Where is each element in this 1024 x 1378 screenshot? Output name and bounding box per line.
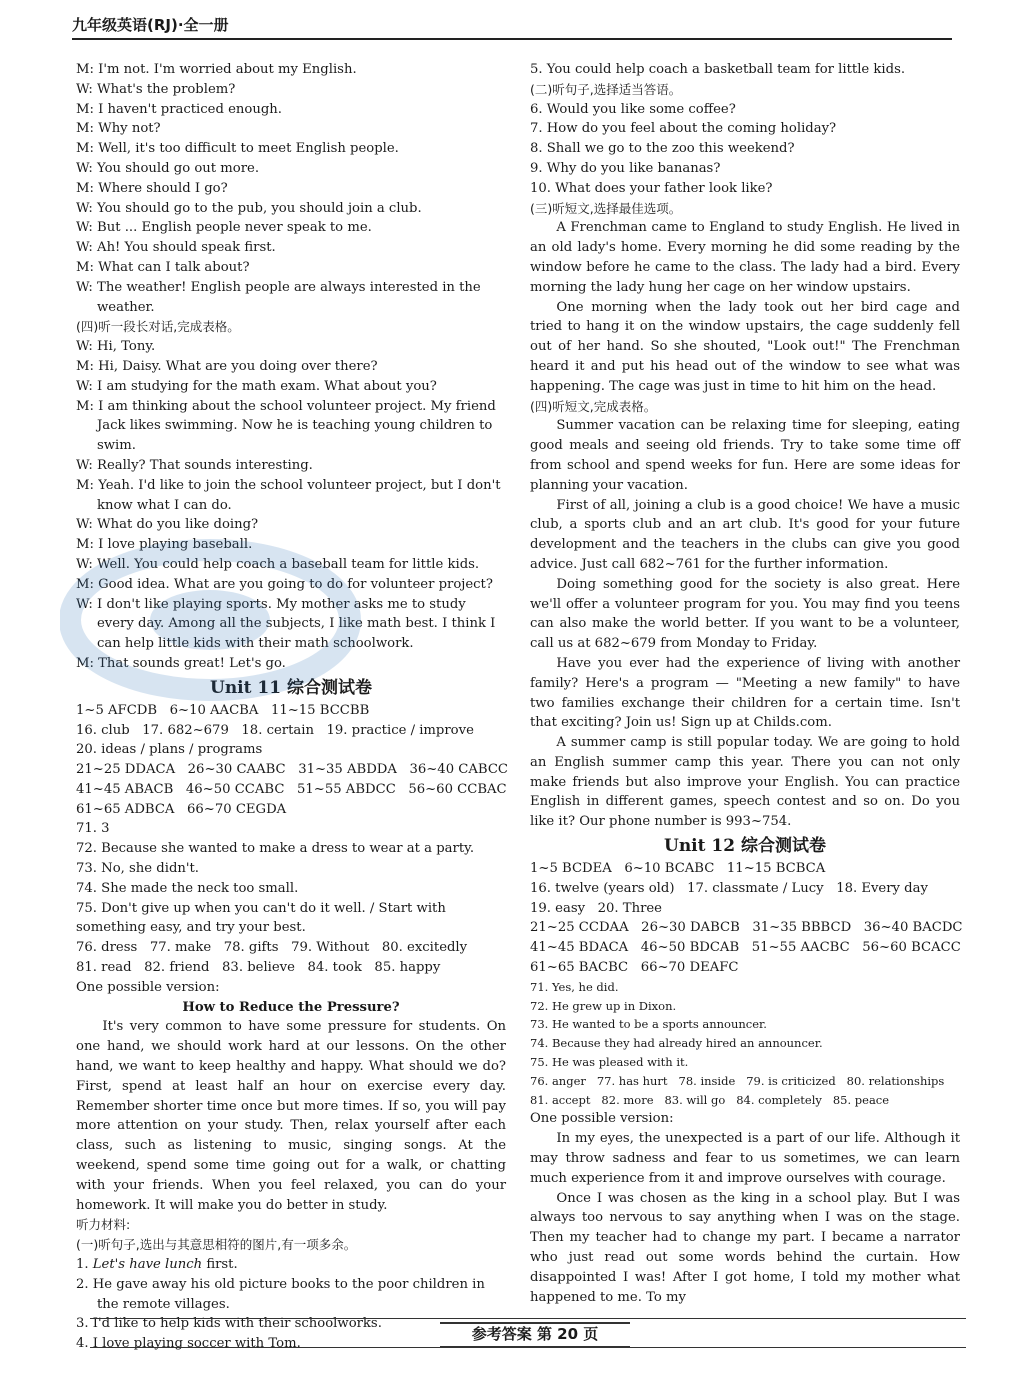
essay-paragraph: In my eyes, the unexpected is a part of our life. Although it may throw sadness and fear to us sometimes, we can learn much experience from it and improve ourselves with courage. xyxy=(530,1131,960,1186)
answer-line: 76. dress 77. make 78. gifts 79. Without 80. excitedly xyxy=(76,940,468,956)
listening-sentence: 5. You could help coach a basketball team for little kids. xyxy=(530,62,906,77)
answer-line: 71. 3 xyxy=(76,821,110,837)
essay-paragraph: It's very common to have some pressure for students. On one hand, we should work hard at our lessons. On the other hand, we want to keep healthy and happy. What should we do? First, spend at least half an hour on exercise every day. Remember shorter time once but more times. If so, you will pay more attention on your study. Then, relax yourself after each class, such as listening to music, singing songs. At the weekend, spend some time going out for a walk, or chatting with your friends. When you feel relaxed, you can do your homework. It will make you do better in study. xyxy=(76,1019,506,1213)
answer-line: 21~25 CCDAA 26~30 DABCB 31~35 BBBCD 36~40 BACDC xyxy=(530,920,963,936)
dialogue-line: M: Yeah. I'd like to join the school volunteer project, but I don't know what I can do. xyxy=(76,477,501,513)
dialogue-1 xyxy=(76,60,506,317)
dialogue-line: W: You should go out more. xyxy=(76,160,260,176)
answer-line: 75. Don't give up when you can't do it well. / Start with something easy, and try your best. xyxy=(76,900,446,936)
dialogue-line: W: I don't like playing sports. My mother asks me to study every day. Among all the subjects, I like math best. I think I can help little kids with their math schoolwork. xyxy=(76,596,496,652)
answer-line: 72. He grew up in Dixon. xyxy=(530,998,677,1013)
section-heading: (二)听句子,选择适当答语。 xyxy=(530,81,682,97)
dialogue-line: W: The weather! English people are always interested in the weather. xyxy=(76,279,481,315)
dialogue-line: M: I'm not. I'm worried about my English. xyxy=(76,62,357,77)
dialogue-line: M: I love playing baseball. xyxy=(76,537,253,553)
answer-line: 1~5 BCDEA 6~10 BCABC 11~15 BCBCA xyxy=(530,861,826,877)
answer-line: 1~5 AFCDB 6~10 AACBA 11~15 BCCBB xyxy=(76,702,370,718)
answer-line: 19. easy 20. Three xyxy=(530,900,662,916)
answer-line: 71. Yes, he did. xyxy=(530,979,619,994)
sentence-number: 1. xyxy=(76,1257,93,1273)
dialogue-line: M: Where should I go? xyxy=(76,180,228,196)
answer-line: 73. No, she didn't. xyxy=(76,861,199,877)
left-column xyxy=(76,60,509,1354)
dialogue-line: M: Well, it's too difficult to meet English people. xyxy=(76,141,399,157)
sentence-italic: Let's have lunch xyxy=(92,1257,203,1273)
section-heading: (三)听短文,选择最佳选项。 xyxy=(530,200,682,216)
header-rule xyxy=(72,38,952,40)
answer-line: 74. Because they had already hired an announcer. xyxy=(530,1036,823,1051)
passage-paragraph: A summer camp is still popular today. We are going to hold an English summer camp this year. There you can not only make friends but also improve your English. You can practice English in different games, speech contest and so on. Do you like it? Our phone number is 993~754. xyxy=(530,735,960,830)
dialogue-line: W: What do you like doing? xyxy=(76,517,259,533)
listening-sentence: 3. I'd like to help kids with their schoolworks. xyxy=(76,1316,382,1332)
dialogue-line: W: Really? That sounds interesting. xyxy=(76,457,313,473)
answer-line: 81. read 82. friend 83. believe 84. took 85. happy xyxy=(76,960,441,976)
answer-line: 74. She made the neck too small. xyxy=(76,880,299,896)
question-line: 10. What does your father look like? xyxy=(530,180,773,196)
one-possible-version: One possible version: xyxy=(530,1111,674,1127)
answer-line: 81. accept 82. more 83. will go 84. completely 85. peace xyxy=(530,1092,890,1107)
page-header: 九年级英语(RJ)·全一册 xyxy=(72,16,229,34)
answer-line: 61~65 ADBCA 66~70 CEGDA xyxy=(76,801,287,817)
answer-line: 20. ideas / plans / programs xyxy=(76,742,263,758)
dialogue-line: W: Well. You could help coach a baseball team for little kids. xyxy=(76,556,480,572)
dialogue-line: W: You should go to the pub, you should join a club. xyxy=(76,200,422,216)
unit-12-answers xyxy=(530,859,963,978)
essay-paragraph: Once I was chosen as the king in a school play. But I was always too nervous to say anything when I was on the stage. Then my teacher had to change my part. I became a narrator who just read out some words behind the curtain. How disappointed I was! After I got home, I told my mother what happened to me. To my xyxy=(530,1190,960,1305)
dialogue-2 xyxy=(76,337,506,674)
answer-line: 61~65 BACBC 66~70 DEAFC xyxy=(530,960,739,976)
passage-paragraph: Have you ever had the experience of living with another family? Here's a program — "Meeting a new family" to have two families exchange their children for a certain time. Isn't that exciting? Join us! Sign up at Childs.com. xyxy=(530,655,960,731)
passage-paragraph: A Frenchman came to England to study English. He lived in an old lady's home. Every morning he did some reading by the window before he came to the class. The lady had a bird. Every morning the lady hung her cage on her window upstairs. xyxy=(530,220,960,295)
sentence-suffix: first. xyxy=(202,1257,238,1273)
dialogue-line: W: I am studying for the math exam. What about you? xyxy=(76,378,437,394)
dialogue-line: M: Hi, Daisy. What are you doing over there? xyxy=(76,358,378,374)
listening-sentence: 4. I love playing soccer with Tom. xyxy=(76,1336,301,1352)
dialogue-line: M: Why not? xyxy=(76,121,161,137)
question-line: 7. How do you feel about the coming holiday? xyxy=(530,121,837,137)
answer-line: 41~45 BDACA 46~50 BDCAB 51~55 AACBC 56~60 BCACC xyxy=(530,940,961,956)
dialogue-line: M: I am thinking about the school volunteer project. My friend Jack likes swimming. Now he is teaching young children to swim. xyxy=(76,398,496,454)
dialogue-line: M: Good idea. What are you going to do for volunteer project? xyxy=(76,576,493,592)
dialogue-line: W: What's the problem? xyxy=(76,81,236,97)
answer-line: 72. Because she wanted to make a dress to wear at a party. xyxy=(76,841,475,857)
unit-11-answers xyxy=(76,701,509,998)
dialogue-line: W: Ah! You should speak first. xyxy=(76,240,276,256)
answer-line: 21~25 DDACA 26~30 CAABC 31~35 ABDDA 36~40 CABCC xyxy=(76,762,509,778)
page-footer: 参考答案 第 20 页 xyxy=(440,1322,630,1348)
section-heading: (四)听一段长对话,完成表格。 xyxy=(76,319,240,335)
passage-paragraph: First of all, joining a club is a good choice! We have a music club, a sports club and an art club. It's good for your future development and the teachers in the clubs can give you good advice. Just call 682~761 for the further information. xyxy=(530,497,960,572)
dialogue-line: M: What can I talk about? xyxy=(76,259,250,275)
listening-sentence: 2. He gave away his old picture books to the poor children in the remote villages. xyxy=(76,1276,485,1312)
answer-line: 75. He was pleased with it. xyxy=(530,1055,689,1070)
answer-line: 73. He wanted to be a sports announcer. xyxy=(530,1017,767,1032)
answer-line: 41~45 ABACB 46~50 CCABC 51~55 ABDCC 56~60 CCBAC xyxy=(76,781,507,797)
section-heading: (一)听句子,选出与其意思相符的图片,有一项多余。 xyxy=(76,1237,357,1253)
right-column xyxy=(530,60,963,1307)
listening-sentence xyxy=(76,1255,506,1275)
question-line: 6. Would you like some coffee? xyxy=(530,101,736,117)
unit-12-title: Unit 12 综合测试卷 xyxy=(664,836,826,857)
passage-paragraph: Doing something good for the society is also great. Here we'll offer a volunteer program for you. You may find you teens can also make the world better. If you want to be a volunteer, call us at 682~679 from Monday to Friday. xyxy=(530,576,960,652)
unit-12-short-answers xyxy=(530,978,960,1110)
question-line: 8. Shall we go to the zoo this weekend? xyxy=(530,141,795,157)
answer-line: 16. club 17. 682~679 18. certain 19. practice / improve xyxy=(76,722,474,738)
dialogue-line: W: But ... English people never speak to me. xyxy=(76,220,372,236)
passage-paragraph: One morning when the lady took out her bird cage and tried to hang it on the window upstairs, the cage suddenly fell out of her hand. So she shouted, "Look out!" The Frenchman heard it and put his head out of the window to see what was happening. The cage was just in time to hit him on the head. xyxy=(530,299,960,394)
answer-line: 76. anger 77. has hurt 78. inside 79. is criticized 80. relationships xyxy=(530,1073,945,1088)
dialogue-line: M: I haven't practiced enough. xyxy=(76,101,282,117)
footer-rule xyxy=(90,1318,966,1319)
passage-paragraph: Summer vacation can be relaxing time for sleeping, eating good meals and seeing old friends. Try to take some time off from school and spend weeks for fun. Here are some ideas for planning your vacation. xyxy=(530,418,960,493)
dialogue-line: W: Hi, Tony. xyxy=(76,339,156,355)
section-heading: (四)听短文,完成表格。 xyxy=(530,398,657,414)
listening-title: 听力材料: xyxy=(76,1217,131,1233)
unit-11-title: Unit 11 综合测试卷 xyxy=(210,677,372,698)
answer-line: One possible version: xyxy=(76,979,220,995)
essay-title: How to Reduce the Pressure? xyxy=(182,999,400,1015)
question-line: 9. Why do you like bananas? xyxy=(530,160,721,176)
answer-line: 16. twelve (years old) 17. classmate / Lucy 18. Every day xyxy=(530,880,928,896)
dialogue-line: M: That sounds great! Let's go. xyxy=(76,655,286,671)
